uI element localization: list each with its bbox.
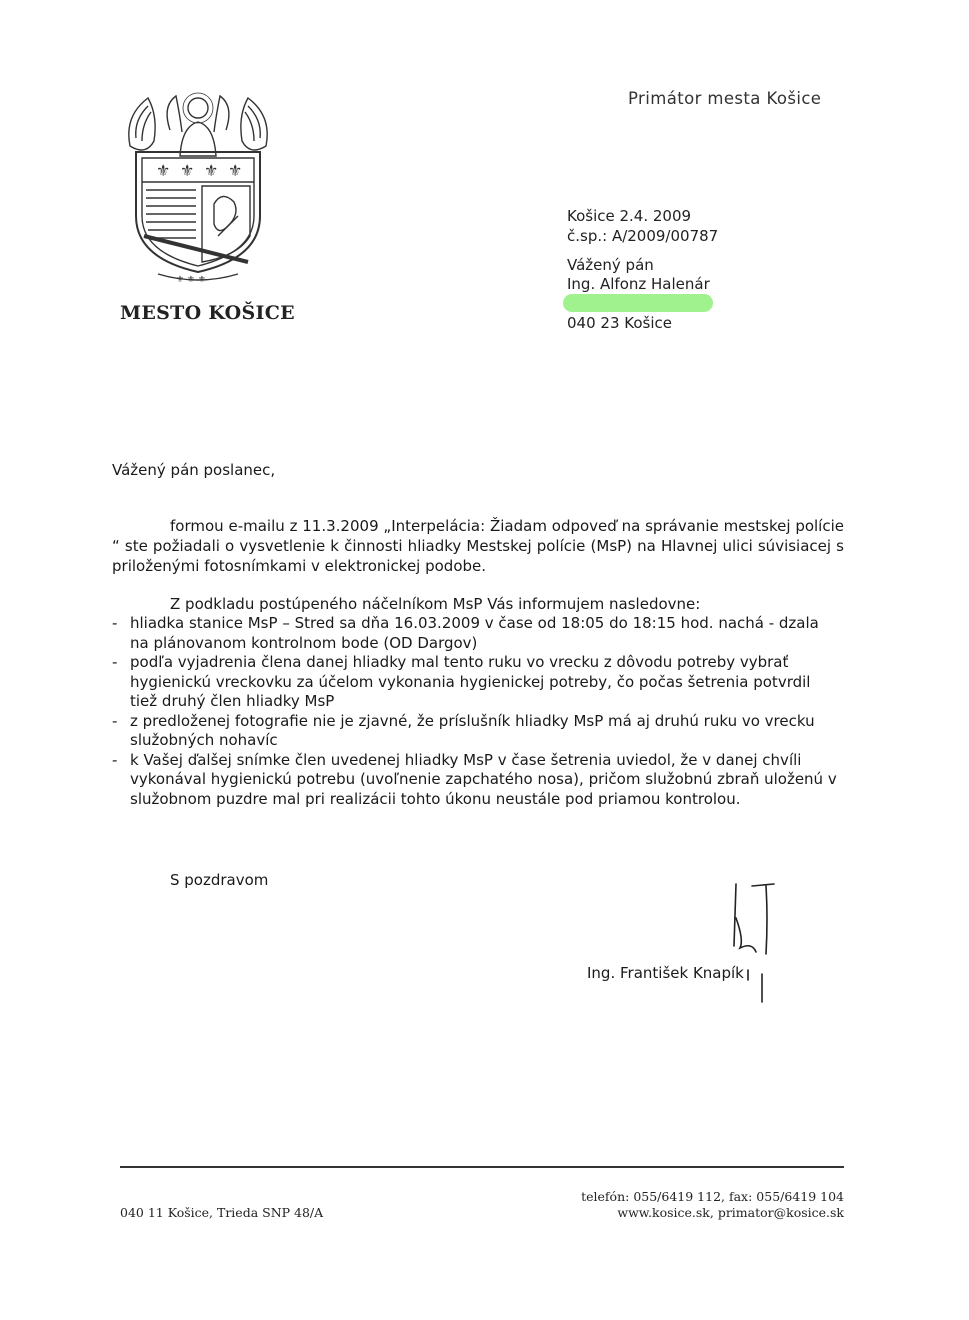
closing: S pozdravom [170, 871, 269, 889]
mayor-title: Primátor mesta Košice [628, 89, 822, 108]
svg-text:⚜: ⚜ [156, 161, 171, 180]
svg-text:⚜: ⚜ [204, 161, 219, 180]
footer-address: 040 11 Košice, Trieda SNP 48/A [120, 1205, 324, 1220]
salutation: Vážený pán poslanec, [112, 461, 276, 479]
recipient-city: 040 23 Košice [567, 314, 672, 332]
svg-text:⚜: ⚜ [180, 161, 195, 180]
signature-icon [722, 878, 792, 1008]
recipient-highlight [563, 294, 713, 312]
svg-text:⚜ ⚜ ⚜: ⚜ ⚜ ⚜ [176, 275, 206, 285]
svg-text:⚜: ⚜ [228, 161, 243, 180]
coat-of-arms-icon [118, 86, 278, 286]
footer-contact [581, 1189, 844, 1221]
recipient-name: Ing. Alfonz Halenár [567, 275, 710, 293]
list-item: - z predloženej fotografie nie je zjavné, že príslušník hliadky MsP má aj druhú ruku vo vrecku služobných nohavíc [110, 712, 840, 751]
footer-web: www.kosice.sk, primator@kosice.sk [617, 1205, 844, 1220]
list-item: - k Vašej ďalšej snímke člen uvedenej hliadky MsP v čase šetrenia uviedol, že v danej chvíli vykonával hygienickú potrebu (uvoľnenie zapchatého nosa), pričom služobnú zbraň uloženú v služobnom puzdre mal pri realizácii tohto úkonu neustále pod priamou kontrolou. [110, 751, 840, 810]
list-item: - podľa vyjadrenia člena danej hliadky mal tento ruku vo vrecku z dôvodu potreby vybrať hygienickú vreckovku za účelom vykonania hygienickej potreby, čo počas šetrenia potvrdil tiež druhý člen hliadky MsP [110, 653, 840, 712]
reference-number: č.sp.: A/2009/00787 [567, 227, 719, 245]
recipient-greeting: Vážený pán [567, 256, 654, 274]
list-item: - hliadka stanice MsP – Stred sa dňa 16.03.2009 v čase od 18:05 do 18:15 hod. nachá - dzala na plánovanom kontrolnom bode (OD Dargov) [110, 614, 840, 653]
footer-divider [120, 1166, 844, 1168]
city-name: MESTO KOŠICE [120, 302, 295, 324]
date-line: Košice 2.4. 2009 [567, 207, 692, 225]
paragraph-2-intro: Z podkladu postúpeného náčelníkom MsP Vás informujem nasledovne: [170, 595, 701, 613]
bullet-list [110, 614, 840, 809]
footer-phone: telefón: 055/6419 112, fax: 055/6419 104 [581, 1189, 844, 1204]
paragraph-1: formou e-mailu z 11.3.2009 „Interpelácia: Žiadam odpoveď na správanie mestskej polície “ ste požiadali o vysvetlenie k činnosti hliadky Mestskej polície (MsP) na Hlavnej ulici súvisiacej s priloženými fotosnímkami v elektronickej podobe. [112, 517, 844, 575]
signer-name: Ing. František Knapík [587, 964, 744, 982]
